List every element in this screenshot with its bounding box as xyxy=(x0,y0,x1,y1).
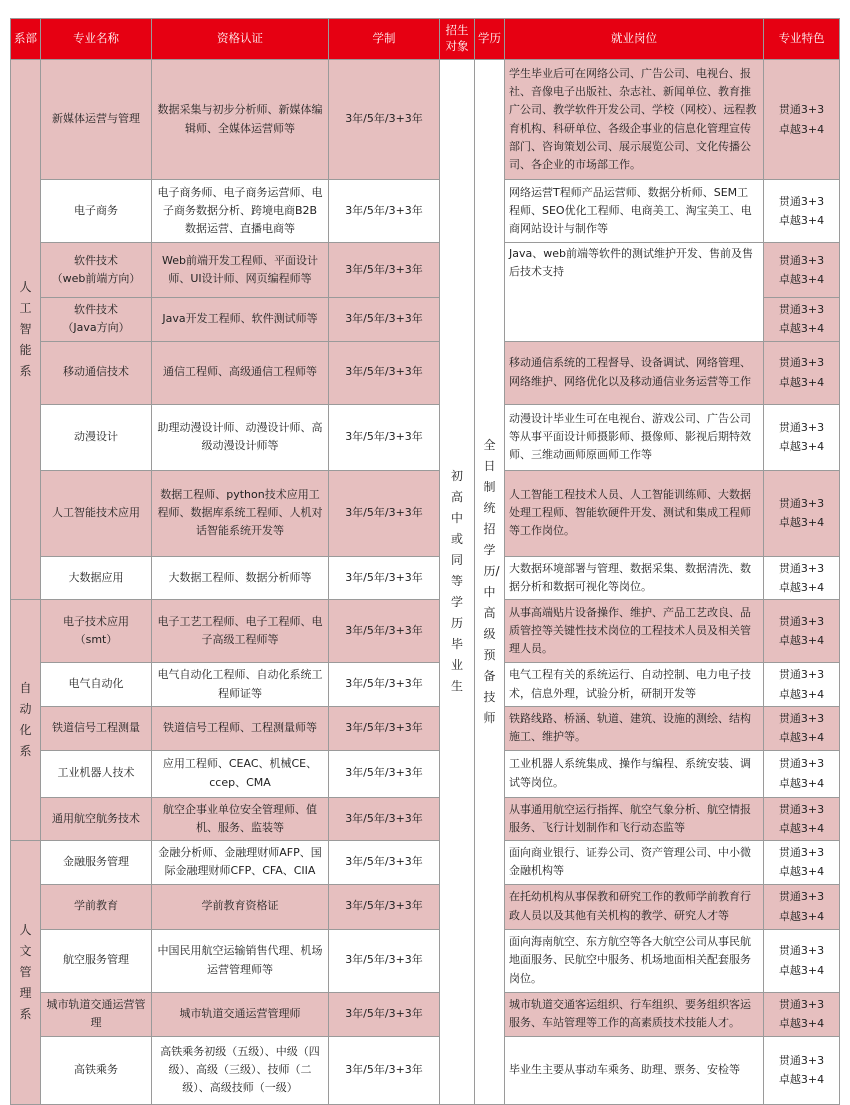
table-row xyxy=(11,470,840,556)
major-name: 电气自动化 xyxy=(41,663,152,707)
job-positions: 人工智能工程技术人员、人工智能训练师、大数据处理工程师、智能软硬件开发、测试和集成工程师等工作岗位。 xyxy=(505,470,764,556)
xuezhi: 3年/5年/3+3年 xyxy=(329,929,440,992)
major-feature: 贯通3+3 卓越3+4 xyxy=(764,600,840,663)
job-positions: 网络运营T程师产品运营师、数据分析师、SEM工程师、SEO优化工程师、电商美工、淘宝美工、电商网站设计与制作等 xyxy=(505,180,764,243)
header-cert: 资格认证 xyxy=(152,19,329,60)
xuezhi: 3年/5年/3+3年 xyxy=(329,298,440,342)
header-xueli: 学历 xyxy=(475,19,505,60)
certification: 数据工程师、python技术应用工程师、数据库系统工程师、人机对话智能系统开发等 xyxy=(152,470,329,556)
job-positions: 移动通信系统的工程督导、设备调试、网络管理、网络维护、网络优化以及移动通信业务运营等工作 xyxy=(505,341,764,404)
major-name: 动漫设计 xyxy=(41,404,152,470)
major-feature: 贯通3+3 卓越3+4 xyxy=(764,404,840,470)
table-row xyxy=(11,243,840,298)
certification: 大数据工程师、数据分析师等 xyxy=(152,556,329,600)
major-feature: 贯通3+3 卓越3+4 xyxy=(764,341,840,404)
major-name: 移动通信技术 xyxy=(41,341,152,404)
xuezhi: 3年/5年/3+3年 xyxy=(329,663,440,707)
major-feature: 贯通3+3 卓越3+4 xyxy=(764,750,840,797)
table-row xyxy=(11,1036,840,1104)
major-name: 软件技术 （web前端方向） xyxy=(41,243,152,298)
job-positions: 工业机器人系统集成、操作与编程、系统安装、调试等岗位。 xyxy=(505,750,764,797)
job-positions: 铁路线路、桥涵、轨道、建筑、设施的测绘、结构施工、维护等。 xyxy=(505,707,764,751)
major-name: 电子技术应用 （smt） xyxy=(41,600,152,663)
xuezhi: 3年/5年/3+3年 xyxy=(329,841,440,885)
certification: 中国民用航空运输销售代理、机场运营管理师等 xyxy=(152,929,329,992)
major-feature: 贯通3+3 卓越3+4 xyxy=(764,929,840,992)
certification: Java开发工程师、软件测试师等 xyxy=(152,298,329,342)
job-positions: 从事通用航空运行指挥、航空气象分析、航空情报服务、飞行计划制作和飞行动态监等 xyxy=(505,797,764,841)
certification: 铁道信号工程师、工程测量师等 xyxy=(152,707,329,751)
major-name: 高铁乘务 xyxy=(41,1036,152,1104)
xuezhi: 3年/5年/3+3年 xyxy=(329,797,440,841)
certification: Web前端开发工程师、平面设计师、UI设计师、网页编程师等 xyxy=(152,243,329,298)
major-feature: 贯通3+3 卓越3+4 xyxy=(764,707,840,751)
xuezhi: 3年/5年/3+3年 xyxy=(329,180,440,243)
xuezhi: 3年/5年/3+3年 xyxy=(329,404,440,470)
job-positions: 动漫设计毕业生可在电视台、游戏公司、广告公司等从事平面设计师摄影师、摄像师、影视后期特效师、三维动画师原画师工作等 xyxy=(505,404,764,470)
department-cell xyxy=(11,841,41,1105)
table-row xyxy=(11,797,840,841)
xuezhi: 3年/5年/3+3年 xyxy=(329,1036,440,1104)
major-feature: 贯通3+3 卓越3+4 xyxy=(764,992,840,1036)
major-feature: 贯通3+3 卓越3+4 xyxy=(764,1036,840,1104)
table-row xyxy=(11,707,840,751)
job-positions: 大数据环境部署与管理、数据采集、数据清洗、数据分析和数据可视化等岗位。 xyxy=(505,556,764,600)
job-positions: Java、web前端等软件的测试维护开发、售前及售后技术支持 xyxy=(505,243,764,342)
certification: 助理动漫设计师、动漫设计师、高级动漫设计师等 xyxy=(152,404,329,470)
xuezhi: 3年/5年/3+3年 xyxy=(329,884,440,929)
major-feature: 贯通3+3 卓越3+4 xyxy=(764,556,840,600)
table-row xyxy=(11,750,840,797)
job-positions: 面向海南航空、东方航空等各大航空公司从事民航地面服务、民航空中服务、机场地面相关配套服务岗位。 xyxy=(505,929,764,992)
header-zhaosheng: 招生对象 xyxy=(440,19,475,60)
major-name: 铁道信号工程测量 xyxy=(41,707,152,751)
major-feature: 贯通3+3 卓越3+4 xyxy=(764,884,840,929)
certification: 电气自动化工程师、自动化系统工程师证等 xyxy=(152,663,329,707)
header-name: 专业名称 xyxy=(41,19,152,60)
job-positions: 电气工程有关的系统运行、自动控制、电力电子技术，信息外理，试验分析，研制开发等 xyxy=(505,663,764,707)
certification: 数据采集与初步分析师、新媒体编辑师、全媒体运营师等 xyxy=(152,60,329,180)
major-name: 城市轨道交通运营管理 xyxy=(41,992,152,1036)
education-level xyxy=(475,60,505,1105)
xuezhi: 3年/5年/3+3年 xyxy=(329,600,440,663)
certification: 通信工程师、高级通信工程师等 xyxy=(152,341,329,404)
certification: 电子工艺工程师、电子工程师、电子高级工程师等 xyxy=(152,600,329,663)
education-level-text: 全日制统招学历/中高级预备技师 xyxy=(483,437,500,725)
header-jobs: 就业岗位 xyxy=(505,19,764,60)
certification: 电子商务师、电子商务运营师、电子商务数据分析、跨境电商B2B 数据运营、直播电商等 xyxy=(152,180,329,243)
major-name: 软件技术 （Java方向） xyxy=(41,298,152,342)
major-name: 通用航空航务技术 xyxy=(41,797,152,841)
table-row xyxy=(11,60,840,180)
job-positions: 在托幼机构从事保教和研究工作的教师学前教育行政人员以及其他有关机构的教学、研究人才等 xyxy=(505,884,764,929)
department-name: 自动化系 xyxy=(19,681,32,758)
department-name: 人工智能系 xyxy=(19,280,32,378)
table-row xyxy=(11,600,840,663)
certification: 金融分析师、金融理财师AFP、国际金融理财师CFP、CFA、CIIA xyxy=(152,841,329,885)
job-positions: 毕业生主要从事动车乘务、助理、票务、安检等 xyxy=(505,1036,764,1104)
major-name: 学前教育 xyxy=(41,884,152,929)
xuezhi: 3年/5年/3+3年 xyxy=(329,750,440,797)
enrollment-target-text: 初高中或同等学历毕业生 xyxy=(451,469,464,694)
job-positions: 面向商业银行、证券公司、资产管理公司、中小微金融机构等 xyxy=(505,841,764,885)
department-name: 人文管理系 xyxy=(19,922,32,1021)
certification: 城市轨道交通运营管理师 xyxy=(152,992,329,1036)
table-row xyxy=(11,841,840,885)
major-feature: 贯通3+3 卓越3+4 xyxy=(764,663,840,707)
major-name: 金融服务管理 xyxy=(41,841,152,885)
department-cell xyxy=(11,60,41,600)
major-name: 人工智能技术应用 xyxy=(41,470,152,556)
xuezhi: 3年/5年/3+3年 xyxy=(329,60,440,180)
major-feature: 贯通3+3 卓越3+4 xyxy=(764,298,840,342)
major-name: 新媒体运营与管理 xyxy=(41,60,152,180)
header-row xyxy=(11,19,840,60)
major-name: 工业机器人技术 xyxy=(41,750,152,797)
major-feature: 贯通3+3 卓越3+4 xyxy=(764,180,840,243)
header-dept: 系部 xyxy=(11,19,41,60)
xuezhi: 3年/5年/3+3年 xyxy=(329,341,440,404)
table-row xyxy=(11,556,840,600)
job-positions: 从事高端贴片设备操作、维护、产品工艺改良、品质管控等关键性技术岗位的工程技术人员及相关管理人员。 xyxy=(505,600,764,663)
major-name: 航空服务管理 xyxy=(41,929,152,992)
xuezhi: 3年/5年/3+3年 xyxy=(329,992,440,1036)
table-row xyxy=(11,992,840,1036)
certification: 应用工程师、CEAC、机械CE、ccep、CMA xyxy=(152,750,329,797)
xuezhi: 3年/5年/3+3年 xyxy=(329,556,440,600)
major-feature: 贯通3+3 卓越3+4 xyxy=(764,243,840,298)
major-feature: 贯通3+3 卓越3+4 xyxy=(764,797,840,841)
major-name: 电子商务 xyxy=(41,180,152,243)
table-row xyxy=(11,341,840,404)
major-feature: 贯通3+3 卓越3+4 xyxy=(764,841,840,885)
major-feature: 贯通3+3 卓越3+4 xyxy=(764,60,840,180)
certification: 学前教育资格证 xyxy=(152,884,329,929)
major-feature: 贯通3+3 卓越3+4 xyxy=(764,470,840,556)
table-row xyxy=(11,663,840,707)
xuezhi: 3年/5年/3+3年 xyxy=(329,707,440,751)
major-name: 大数据应用 xyxy=(41,556,152,600)
table-row xyxy=(11,404,840,470)
job-positions: 学生毕业后可在网络公司、广告公司、电视台、报社、音像电子出版社、杂志社、新闻单位、教育推广公司、教学软件开发公司、学校（网校）、远程教育机构、科研单位、各级企事业的信息化管理宣传部门、咨询策划公司、展示展览公司、文化传播公司、各企业的市场部工作。 xyxy=(505,60,764,180)
table-row xyxy=(11,180,840,243)
enrollment-target xyxy=(440,60,475,1105)
table-row xyxy=(11,884,840,929)
certification: 高铁乘务初级（五级）、中级（四级）、高级（三级）、技师（二级）、高级技师（一级） xyxy=(152,1036,329,1104)
majors-table xyxy=(10,18,840,1105)
department-cell xyxy=(11,600,41,841)
job-positions: 城市轨道交通客运组织、行车组织、要务组织客运服务、车站管理等工作的高素质技术技能人才。 xyxy=(505,992,764,1036)
header-xuezhi: 学制 xyxy=(329,19,440,60)
header-tese: 专业特色 xyxy=(764,19,840,60)
xuezhi: 3年/5年/3+3年 xyxy=(329,243,440,298)
certification: 航空企事业单位安全管理师、值机、服务、监装等 xyxy=(152,797,329,841)
table-row xyxy=(11,929,840,992)
xuezhi: 3年/5年/3+3年 xyxy=(329,470,440,556)
